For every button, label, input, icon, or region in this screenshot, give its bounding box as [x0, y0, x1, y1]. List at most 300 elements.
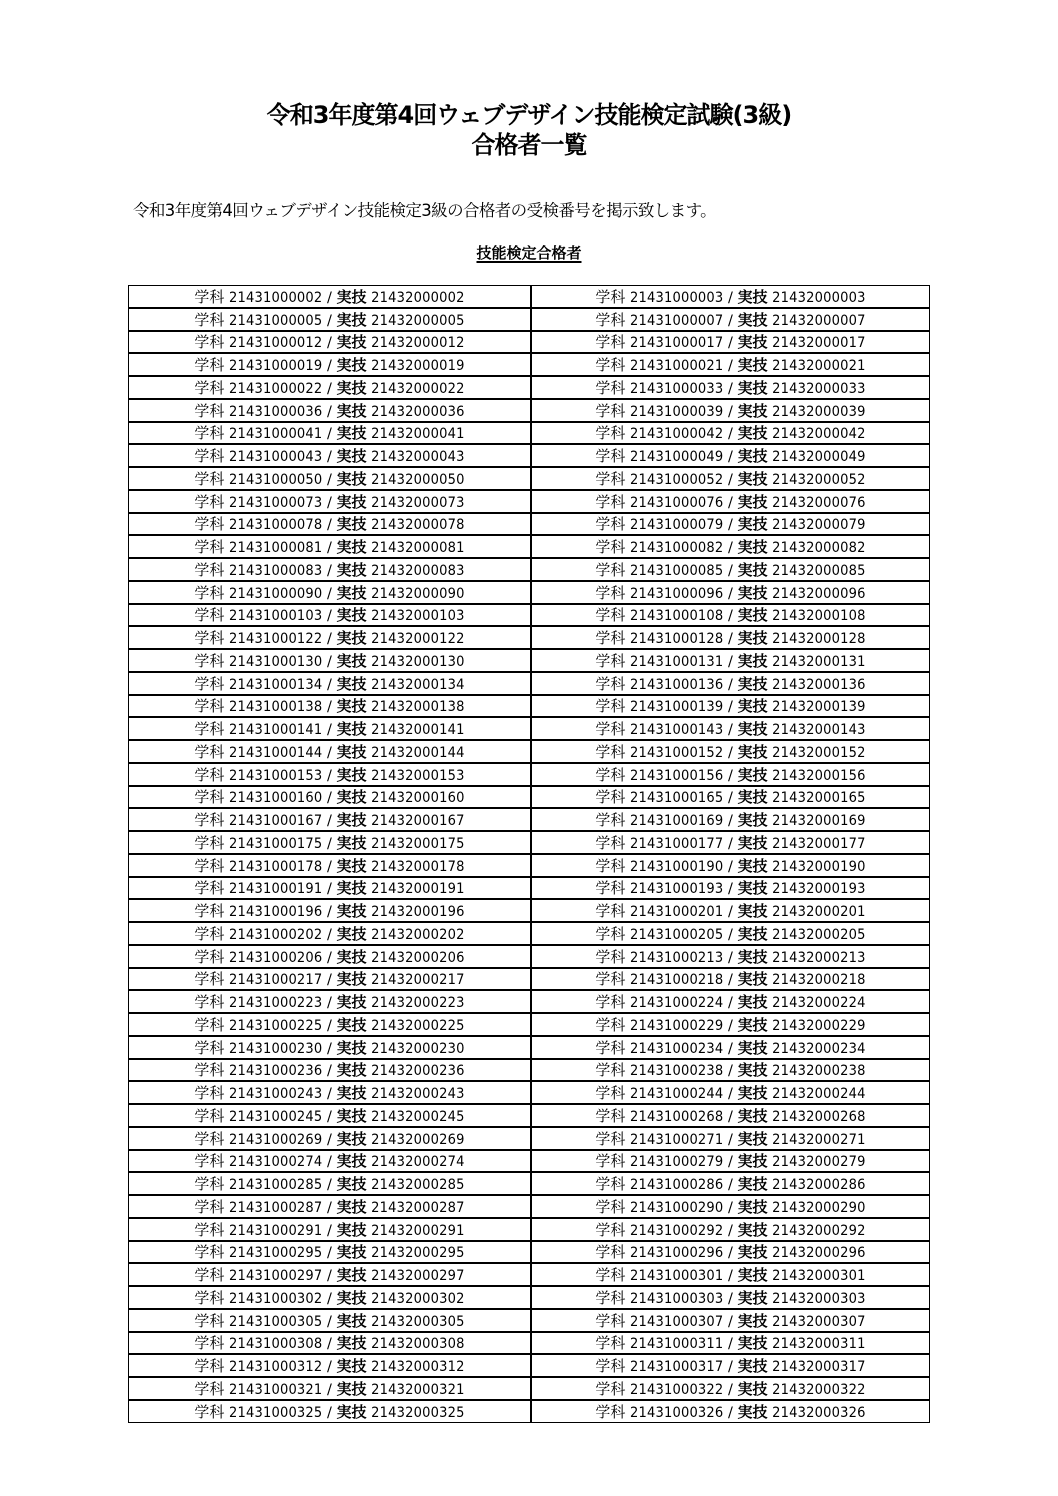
- theory-label: 学科: [194, 515, 225, 534]
- theory-number: 21431000196: [228, 904, 323, 920]
- practical-number: 21432000002: [371, 289, 465, 306]
- theory-label: 学科: [595, 1015, 626, 1034]
- theory-number: 21431000238: [629, 1063, 724, 1080]
- section-heading: 技能検定合格者: [476, 244, 582, 262]
- practical-number: 21432000234: [772, 1040, 866, 1057]
- theory-number: 21431000285: [228, 1177, 323, 1193]
- practical-number: 21432000230: [371, 1040, 465, 1057]
- theory-number: 21431000191: [228, 881, 323, 898]
- passer-cell: [129, 1036, 532, 1059]
- table-row: [129, 1263, 930, 1286]
- theory-number: 21431000225: [228, 1017, 323, 1034]
- separator: /: [327, 790, 332, 807]
- practical-number: 21432000036: [371, 403, 465, 420]
- separator: /: [728, 631, 733, 647]
- practical-label: 実技: [336, 1106, 367, 1125]
- theory-label: 学科: [595, 378, 626, 397]
- theory-number: 21431000156: [629, 767, 724, 784]
- separator: /: [728, 972, 733, 989]
- separator: /: [327, 585, 332, 602]
- passer-cell: [531, 581, 930, 604]
- passer-cell: [129, 626, 532, 649]
- practical-number: 21432000271: [772, 1131, 866, 1148]
- table-row: [129, 1104, 930, 1127]
- theory-label: 学科: [595, 538, 626, 556]
- table-row: [129, 1013, 930, 1036]
- practical-label: 実技: [336, 1129, 367, 1148]
- passer-cell: [531, 763, 930, 786]
- separator: /: [327, 858, 332, 875]
- practical-label: 実技: [737, 1015, 768, 1034]
- practical-number: 21432000128: [772, 631, 866, 647]
- theory-number: 21431000244: [629, 1086, 724, 1102]
- separator: /: [728, 1313, 733, 1330]
- practical-label: 実技: [336, 560, 367, 579]
- separator: /: [728, 289, 733, 306]
- practical-label: 実技: [336, 629, 367, 647]
- separator: /: [728, 1017, 733, 1034]
- separator: /: [728, 1222, 733, 1239]
- passer-cell: [129, 1354, 532, 1377]
- practical-label: 実技: [737, 1357, 768, 1375]
- practical-label: 実技: [336, 401, 367, 420]
- practical-label: 実技: [737, 1084, 768, 1102]
- passer-cell: [531, 467, 930, 490]
- passer-cell: [129, 717, 532, 740]
- passer-cell: [531, 1377, 930, 1400]
- passer-cell: [531, 1081, 930, 1104]
- separator: /: [728, 744, 733, 761]
- intro-text: 令和3年度第4回ウェブデザイン技能検定3級の合格者の受検番号を掲示致します。: [133, 201, 717, 220]
- theory-label: 学科: [194, 447, 225, 465]
- separator: /: [327, 1063, 332, 1080]
- separator: /: [327, 1404, 332, 1421]
- passer-cell: [129, 786, 532, 809]
- theory-number: 21431000003: [629, 289, 724, 306]
- theory-number: 21431000307: [629, 1313, 724, 1330]
- practical-label: 実技: [336, 515, 367, 534]
- theory-number: 21431000292: [629, 1222, 724, 1239]
- practical-number: 21432000269: [371, 1131, 465, 1148]
- separator: /: [728, 995, 733, 1011]
- separator: /: [728, 904, 733, 920]
- passers-table-body: [129, 286, 930, 1423]
- theory-label: 学科: [194, 492, 225, 511]
- practical-label: 実技: [336, 1379, 367, 1398]
- theory-number: 21431000274: [228, 1154, 323, 1171]
- separator: /: [728, 358, 733, 374]
- table-row: [129, 1150, 930, 1173]
- practical-number: 21432000244: [772, 1086, 866, 1102]
- theory-number: 21431000160: [228, 790, 323, 807]
- separator: /: [327, 540, 332, 556]
- theory-number: 21431000022: [228, 380, 323, 397]
- theory-number: 21431000223: [228, 995, 323, 1011]
- practical-label: 実技: [737, 697, 768, 716]
- separator: /: [728, 881, 733, 898]
- passer-cell: [531, 1241, 930, 1264]
- practical-label: 実技: [336, 1243, 367, 1262]
- practical-number: 21432000322: [772, 1381, 866, 1398]
- theory-label: 学科: [194, 356, 225, 374]
- table-row: [129, 513, 930, 536]
- table-row: [129, 535, 930, 558]
- theory-number: 21431000073: [228, 494, 323, 511]
- theory-number: 21431000141: [228, 722, 323, 738]
- theory-label: 学科: [595, 1106, 626, 1125]
- separator: /: [728, 676, 733, 693]
- practical-number: 21432000021: [772, 358, 866, 374]
- practical-label: 実技: [336, 1334, 367, 1353]
- practical-label: 実技: [336, 424, 367, 443]
- theory-label: 学科: [595, 1402, 626, 1421]
- table-row: [129, 1332, 930, 1355]
- theory-number: 21431000152: [629, 744, 724, 761]
- theory-label: 学科: [194, 1129, 225, 1148]
- table-row: [129, 353, 930, 376]
- practical-number: 21432000245: [371, 1108, 465, 1125]
- practical-number: 21432000144: [371, 744, 465, 761]
- theory-number: 21431000301: [629, 1268, 724, 1284]
- separator: /: [327, 995, 332, 1011]
- passer-cell: [531, 968, 930, 991]
- theory-label: 学科: [595, 606, 626, 625]
- theory-label: 学科: [595, 1152, 626, 1171]
- practical-number: 21432000326: [772, 1404, 866, 1421]
- theory-number: 21431000230: [228, 1040, 323, 1057]
- practical-number: 21432000103: [371, 608, 465, 625]
- practical-number: 21432000325: [371, 1404, 465, 1421]
- theory-label: 学科: [194, 1311, 225, 1330]
- passer-cell: [531, 990, 930, 1013]
- theory-label: 学科: [194, 833, 225, 852]
- separator: /: [327, 767, 332, 784]
- table-row: [129, 1241, 930, 1264]
- passer-cell: [129, 672, 532, 695]
- passer-cell: [531, 854, 930, 877]
- table-row: [129, 786, 930, 809]
- separator: /: [327, 1222, 332, 1239]
- separator: /: [728, 858, 733, 875]
- practical-number: 21432000279: [772, 1154, 866, 1171]
- separator: /: [728, 540, 733, 556]
- practical-number: 21432000079: [772, 517, 866, 534]
- separator: /: [327, 449, 332, 465]
- practical-number: 21432000202: [371, 926, 465, 943]
- theory-label: 学科: [194, 1061, 225, 1080]
- table-row: [129, 1172, 930, 1195]
- practical-number: 21432000201: [772, 904, 866, 920]
- practical-number: 21432000043: [371, 449, 465, 465]
- theory-label: 学科: [595, 879, 626, 898]
- theory-number: 21431000322: [629, 1381, 724, 1398]
- passer-cell: [129, 1172, 532, 1195]
- passer-cell: [129, 376, 532, 399]
- passer-cell: [531, 717, 930, 740]
- practical-label: 実技: [336, 1038, 367, 1057]
- separator: /: [327, 744, 332, 761]
- theory-number: 21431000290: [629, 1199, 724, 1216]
- practical-number: 21432000286: [772, 1177, 866, 1193]
- table-row: [129, 399, 930, 422]
- practical-number: 21432000019: [371, 358, 465, 374]
- practical-label: 実技: [737, 720, 768, 738]
- passer-cell: [531, 604, 930, 627]
- practical-number: 21432000196: [371, 904, 465, 920]
- theory-number: 21431000325: [228, 1404, 323, 1421]
- separator: /: [728, 517, 733, 534]
- separator: /: [728, 1268, 733, 1284]
- theory-label: 学科: [595, 697, 626, 716]
- separator: /: [327, 1313, 332, 1330]
- table-row: [129, 1195, 930, 1218]
- practical-label: 実技: [737, 333, 768, 352]
- theory-label: 学科: [194, 902, 225, 920]
- theory-label: 学科: [595, 1266, 626, 1284]
- practical-number: 21432000302: [371, 1290, 465, 1307]
- practical-label: 実技: [737, 970, 768, 989]
- passer-cell: [129, 1286, 532, 1309]
- separator: /: [728, 1177, 733, 1193]
- practical-number: 21432000007: [772, 312, 866, 329]
- passer-cell: [129, 1332, 532, 1355]
- theory-label: 学科: [194, 1243, 225, 1262]
- passer-cell: [129, 581, 532, 604]
- theory-label: 学科: [595, 833, 626, 852]
- practical-number: 21432000003: [772, 289, 866, 306]
- theory-number: 21431000190: [629, 858, 724, 875]
- practical-label: 実技: [737, 1379, 768, 1398]
- passer-cell: [129, 1104, 532, 1127]
- practical-number: 21432000083: [371, 562, 465, 579]
- practical-number: 21432000193: [772, 881, 866, 898]
- theory-label: 学科: [194, 742, 225, 761]
- theory-label: 学科: [595, 856, 626, 875]
- theory-number: 21431000279: [629, 1154, 724, 1171]
- theory-number: 21431000128: [629, 631, 724, 647]
- passer-cell: [531, 331, 930, 354]
- practical-number: 21432000177: [772, 835, 866, 852]
- passer-cell: [129, 831, 532, 854]
- theory-label: 学科: [194, 697, 225, 716]
- separator: /: [728, 1359, 733, 1375]
- theory-label: 学科: [194, 424, 225, 443]
- separator: /: [728, 1199, 733, 1216]
- table-row: [129, 558, 930, 581]
- table-row: [129, 740, 930, 763]
- practical-label: 実技: [737, 515, 768, 534]
- table-row: [129, 1377, 930, 1400]
- passer-cell: [129, 535, 532, 558]
- passer-cell: [129, 1059, 532, 1082]
- theory-label: 学科: [595, 515, 626, 534]
- separator: /: [728, 1381, 733, 1398]
- theory-label: 学科: [595, 1038, 626, 1057]
- practical-label: 実技: [737, 1243, 768, 1262]
- passer-cell: [531, 286, 930, 308]
- passer-cell: [531, 308, 930, 331]
- theory-label: 学科: [595, 356, 626, 374]
- separator: /: [327, 949, 332, 966]
- passer-cell: [531, 353, 930, 376]
- separator: /: [728, 335, 733, 352]
- practical-label: 実技: [336, 902, 367, 920]
- theory-number: 21431000090: [228, 585, 323, 602]
- separator: /: [728, 1290, 733, 1307]
- practical-label: 実技: [336, 1357, 367, 1375]
- table-row: [129, 1218, 930, 1241]
- passer-cell: [129, 353, 532, 376]
- table-row: [129, 672, 930, 695]
- practical-label: 実技: [336, 788, 367, 807]
- theory-number: 21431000213: [629, 949, 724, 966]
- theory-number: 21431000012: [228, 335, 323, 352]
- passer-cell: [129, 1195, 532, 1218]
- theory-label: 学科: [595, 1061, 626, 1080]
- practical-label: 実技: [737, 469, 768, 488]
- theory-label: 学科: [194, 1334, 225, 1353]
- passer-cell: [129, 899, 532, 922]
- separator: /: [327, 335, 332, 352]
- practical-number: 21432000012: [371, 335, 465, 352]
- passer-cell: [129, 854, 532, 877]
- theory-label: 学科: [595, 902, 626, 920]
- separator: /: [728, 494, 733, 511]
- table-row: [129, 422, 930, 445]
- table-row: [129, 1127, 930, 1150]
- theory-number: 21431000134: [228, 676, 323, 693]
- practical-label: 実技: [336, 924, 367, 943]
- theory-number: 21431000302: [228, 1290, 323, 1307]
- theory-label: 学科: [595, 1220, 626, 1239]
- practical-number: 21432000160: [371, 790, 465, 807]
- passer-cell: [129, 490, 532, 513]
- practical-label: 実技: [737, 1288, 768, 1307]
- separator: /: [728, 1336, 733, 1353]
- practical-label: 実技: [336, 287, 367, 306]
- practical-number: 21432000130: [371, 653, 465, 670]
- theory-label: 学科: [194, 765, 225, 784]
- table-row: [129, 945, 930, 968]
- table-row: [129, 331, 930, 354]
- practical-label: 実技: [737, 424, 768, 443]
- theory-label: 学科: [194, 1106, 225, 1125]
- passer-cell: [531, 1172, 930, 1195]
- separator: /: [728, 1108, 733, 1125]
- table-row: [129, 695, 930, 718]
- passer-cell: [531, 808, 930, 831]
- theory-label: 学科: [595, 492, 626, 511]
- separator: /: [327, 813, 332, 829]
- practical-label: 実技: [737, 1106, 768, 1125]
- theory-label: 学科: [595, 333, 626, 352]
- theory-label: 学科: [595, 947, 626, 966]
- separator: /: [327, 699, 332, 716]
- separator: /: [728, 653, 733, 670]
- passer-cell: [531, 831, 930, 854]
- practical-label: 実技: [336, 742, 367, 761]
- practical-number: 21432000175: [371, 835, 465, 852]
- practical-number: 21432000295: [371, 1245, 465, 1262]
- separator: /: [327, 972, 332, 989]
- separator: /: [728, 790, 733, 807]
- practical-number: 21432000049: [772, 449, 866, 465]
- practical-label: 実技: [737, 651, 768, 670]
- theory-number: 21431000193: [629, 881, 724, 898]
- passer-cell: [531, 1400, 930, 1422]
- separator: /: [327, 1040, 332, 1057]
- practical-label: 実技: [336, 310, 367, 329]
- theory-number: 21431000076: [629, 494, 724, 511]
- practical-number: 21432000022: [371, 380, 465, 397]
- practical-label: 実技: [336, 1311, 367, 1330]
- practical-label: 実技: [336, 1084, 367, 1102]
- practical-number: 21432000178: [371, 858, 465, 875]
- theory-label: 学科: [595, 1288, 626, 1307]
- table-row: [129, 1309, 930, 1332]
- practical-label: 実技: [336, 697, 367, 716]
- table-row: [129, 1036, 930, 1059]
- practical-number: 21432000274: [371, 1154, 465, 1171]
- practical-label: 実技: [737, 1175, 768, 1193]
- passer-cell: [129, 945, 532, 968]
- practical-label: 実技: [737, 674, 768, 693]
- theory-label: 学科: [194, 811, 225, 829]
- practical-number: 21432000225: [371, 1017, 465, 1034]
- theory-number: 21431000286: [629, 1177, 724, 1193]
- separator: /: [327, 1245, 332, 1262]
- practical-number: 21432000223: [371, 995, 465, 1011]
- practical-number: 21432000041: [371, 426, 465, 443]
- theory-label: 学科: [194, 1402, 225, 1421]
- practical-label: 実技: [336, 833, 367, 852]
- separator: /: [327, 1336, 332, 1353]
- table-row: [129, 1286, 930, 1309]
- theory-number: 21431000082: [629, 540, 724, 556]
- theory-label: 学科: [194, 333, 225, 352]
- theory-label: 学科: [194, 538, 225, 556]
- theory-label: 学科: [595, 1379, 626, 1398]
- theory-number: 21431000108: [629, 608, 724, 625]
- passer-cell: [129, 1263, 532, 1286]
- theory-number: 21431000043: [228, 449, 323, 465]
- practical-number: 21432000033: [772, 380, 866, 397]
- table-row: [129, 444, 930, 467]
- table-row: [129, 490, 930, 513]
- theory-number: 21431000303: [629, 1290, 724, 1307]
- separator: /: [327, 494, 332, 511]
- practical-label: 実技: [737, 538, 768, 556]
- theory-number: 21431000017: [629, 335, 724, 352]
- practical-label: 実技: [336, 811, 367, 829]
- theory-label: 学科: [595, 1311, 626, 1330]
- passer-cell: [129, 399, 532, 422]
- page-title: [0, 100, 1058, 160]
- separator: /: [327, 1017, 332, 1034]
- practical-number: 21432000082: [772, 540, 866, 556]
- practical-label: 実技: [336, 720, 367, 738]
- passer-cell: [531, 1036, 930, 1059]
- theory-number: 21431000297: [228, 1268, 323, 1284]
- practical-number: 21432000238: [772, 1063, 866, 1080]
- practical-label: 実技: [737, 287, 768, 306]
- practical-label: 実技: [737, 356, 768, 374]
- theory-label: 学科: [595, 560, 626, 579]
- passer-cell: [129, 1241, 532, 1264]
- separator: /: [728, 1063, 733, 1080]
- theory-number: 21431000217: [228, 972, 323, 989]
- practical-label: 実技: [336, 538, 367, 556]
